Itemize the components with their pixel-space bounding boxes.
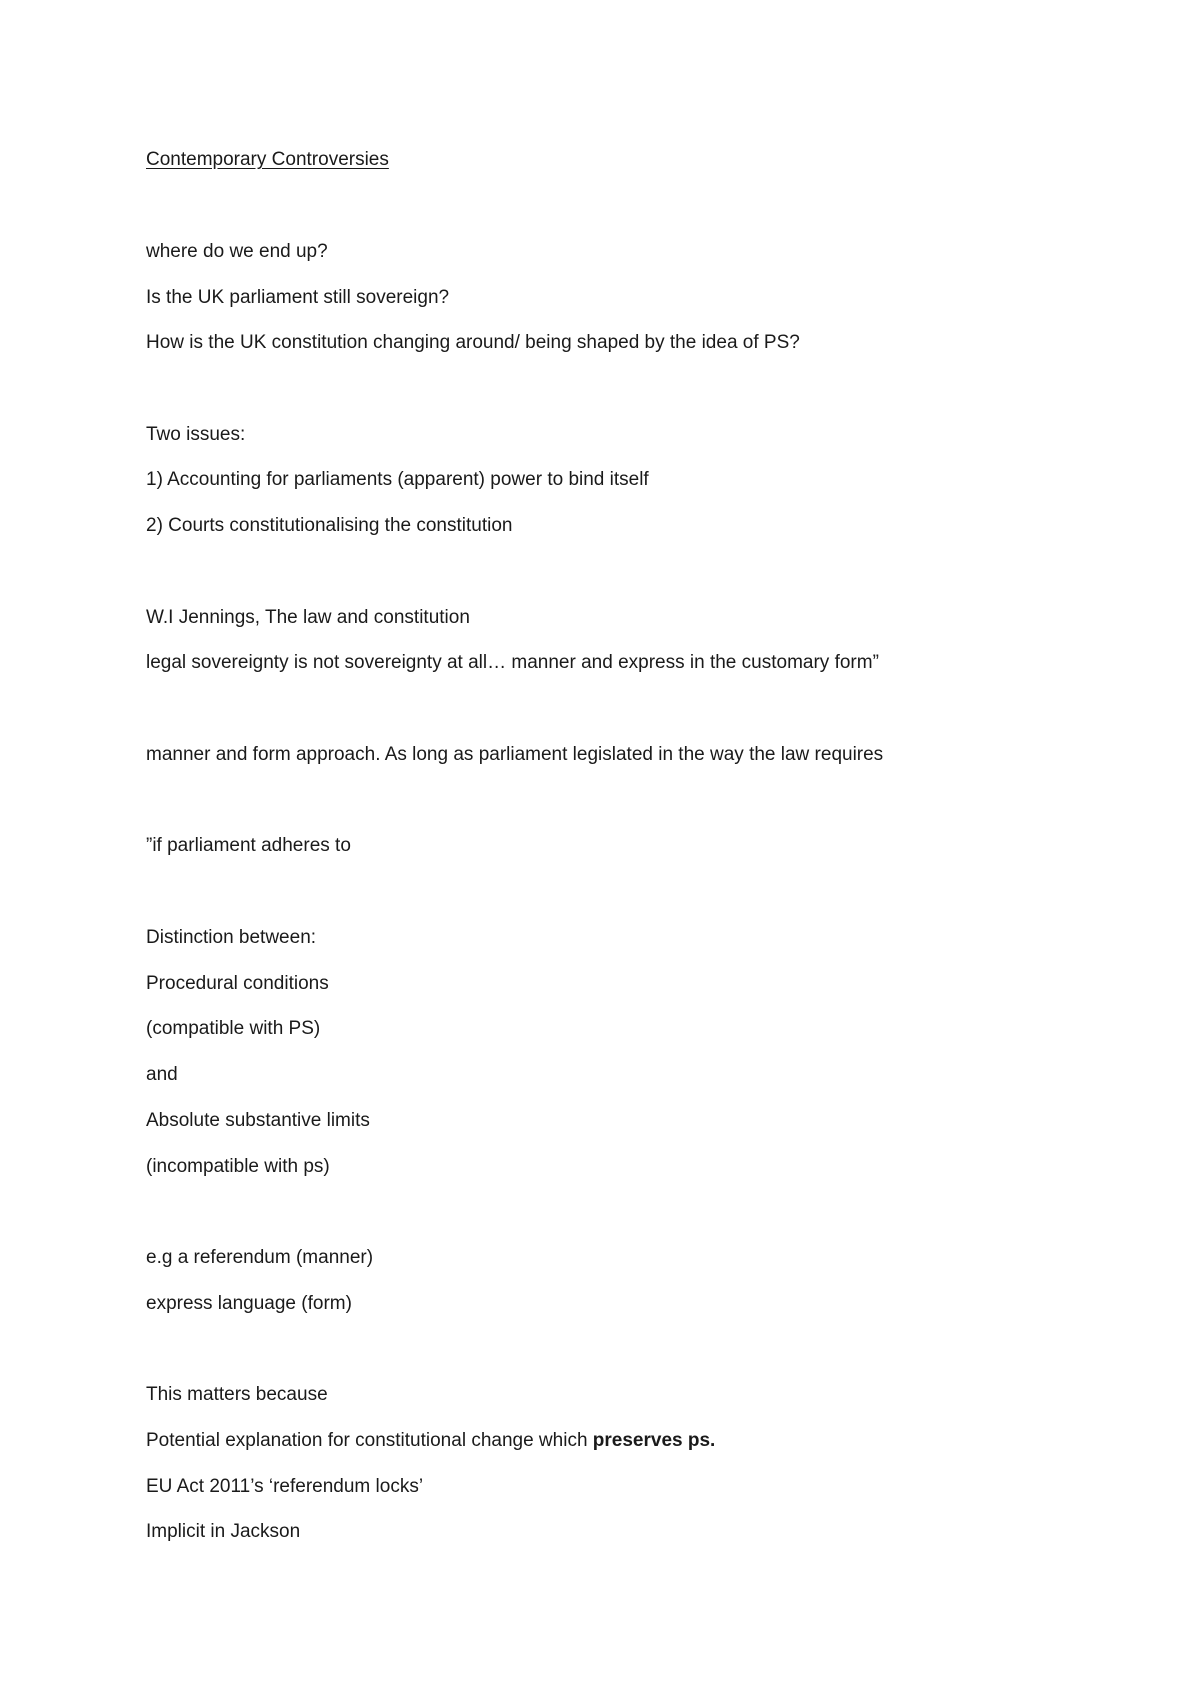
- adheres-quote: ”if parliament adheres to: [146, 835, 351, 856]
- jennings-citation: W.I Jennings, The law and constitution: [146, 607, 470, 628]
- manner-form-approach: manner and form approach. As long as parliament legislated in the way the law requires: [146, 744, 884, 765]
- jennings-quote: legal sovereignty is not sovereignty at all… manner and express in the customary form”: [146, 652, 879, 673]
- explanation-line: [146, 1429, 715, 1453]
- question-changing: How is the UK constitution changing around/ being shaped by the idea of PS?: [146, 332, 800, 353]
- issue-item-1: 1) Accounting for parliaments (apparent) power to bind itself: [146, 469, 649, 490]
- jackson-line: Implicit in Jackson: [146, 1521, 301, 1542]
- and-text: and: [146, 1064, 178, 1085]
- example-express-language: express language (form): [146, 1293, 352, 1314]
- procedural-conditions: Procedural conditions: [146, 973, 329, 994]
- issues-heading: Two issues:: [146, 424, 246, 445]
- substantive-limits: Absolute substantive limits: [146, 1110, 370, 1131]
- distinction-heading: Distinction between:: [146, 927, 317, 948]
- explanation-bold: preserves ps.: [592, 1430, 716, 1451]
- question-sovereign: Is the UK parliament still sovereign?: [146, 287, 450, 308]
- substantive-note: (incompatible with ps): [146, 1156, 330, 1177]
- eu-act-line: EU Act 2011’s ‘referendum locks’: [146, 1476, 424, 1497]
- example-referendum: e.g a referendum (manner): [146, 1247, 374, 1268]
- issue-item-2: 2) Courts constitutionalising the constitution: [146, 515, 513, 536]
- procedural-note: (compatible with PS): [146, 1018, 321, 1039]
- question-end-up: where do we end up?: [146, 241, 328, 262]
- document-title: Contemporary Controversies: [146, 149, 389, 170]
- explanation-prefix: Potential explanation for constitutional change which: [146, 1430, 593, 1451]
- matters-heading: This matters because: [146, 1384, 328, 1405]
